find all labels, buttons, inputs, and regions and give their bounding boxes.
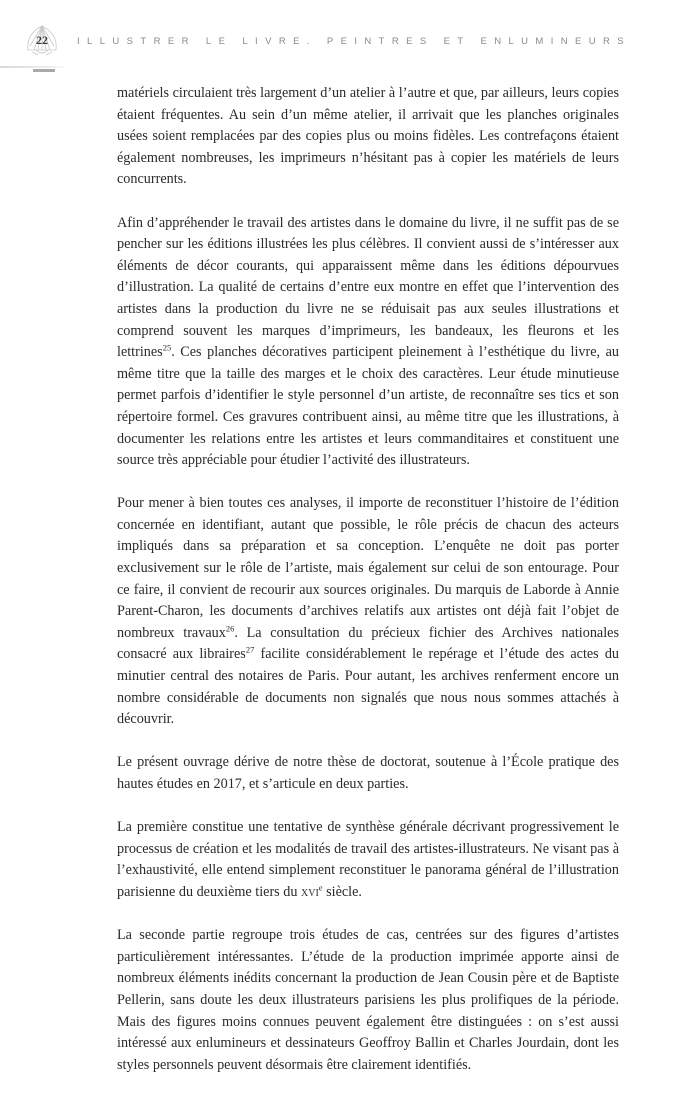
paragraph-text: La première constitue une tentative de synthèse générale décrivant progressivement le processus de création et les modalités de travail des artistes-illustrateurs. Ne visant pas à l’exhaustivité, elle entend simplement reconstituer le panorama général de l’illustration parisienne du deuxième tiers du [117, 819, 619, 900]
page-number: 22 [36, 33, 48, 47]
paragraph-4 [117, 752, 619, 795]
paragraph-2 [117, 213, 619, 472]
paragraph-text: Le présent ouvrage dérive de notre thèse de doctorat, soutenue à l’École pratique des hautes études en 2017, et s’articule en deux parties. [117, 754, 619, 792]
ordinal-suffix: e [318, 882, 323, 893]
running-head [0, 18, 700, 68]
header-rule [0, 66, 70, 68]
paragraph-3 [117, 493, 619, 731]
century-numeral: xvi [301, 883, 319, 900]
paragraph-text: . La consultation du précieux fichier des Archives nationales consacré aux libraires [117, 624, 619, 663]
paragraph-text: La seconde partie regroupe trois études de cas, centrées sur des figures d’artistes particulièrement intéressantes. L’étude de la production imprimée apporte ainsi de nombreux éléments inédits concernant la production de Jean Cousin père et de Baptiste Pellerin, sans doute les deux illustrateurs parisiens les plus prolifiques de la période. Mais des figures moins connues peuvent également être distinguées : on s’est aussi intéressé aux enlumineurs et dessinateurs Geoffroy Ballin et Charles Jourdain, dont les styles personnels peuvent désormais être clairement identifiés. [117, 927, 619, 1073]
running-title: ILLUSTRER LE LIVRE. PEINTRES ET ENLUMINEURS [77, 36, 632, 47]
paragraph-text: . Ces planches décoratives participent pleinement à l’esthétique du livre, au même titre que la taille des marges et le choix des caractères. Leur étude minutieuse permet parfois d’identifier le style personnel d’un artiste, de reconnaître ses tics et son répertoire formel. Ces gravures contribuent ainsi, au même titre que les illustrations, à documenter les relations entre les artistes et leurs commanditaires et constituent une source très appréciable pour étudier l’activité des illustrateurs. [117, 344, 619, 469]
paragraph-6 [117, 925, 619, 1076]
header-rule-accent [33, 69, 55, 72]
paragraph-5 [117, 817, 619, 903]
paragraph-text: matériels circulaient très largement d’un atelier à l’autre et que, par ailleurs, leurs copies étaient fréquentes. Au sein d’un même atelier, il arrivait que les planches originales usées soient remplacées par des copies plus ou moins fidèles. Les contrefaçons étaient également nombreuses, les imprimeurs n’hésitant pas à copier les matériels de leurs concurrents. [117, 85, 619, 188]
paragraph-text: Pour mener à bien toutes ces analyses, il importe de reconstituer l’histoire de l’édition concernée en identifiant, autant que possible, le rôle précis de chacun des acteurs impliqués dans sa préparation et sa conception. L’enquête ne doit pas porter exclusivement sur le rôle de l’artiste, mais également sur celui de son entourage. Pour ce faire, il convient de recourir aux sources originales. Du marquis de Laborde à Annie Parent-Charon, les documents d’archives relatifs aux artistes ont déjà fait l’objet de nombreux travaux [117, 495, 619, 641]
footnote-ref-25[interactable]: 25 [162, 342, 172, 353]
body-text [117, 83, 619, 1098]
paragraph-text: siècle. [322, 883, 362, 900]
paragraph-text: facilite considérablement le repérage et l’étude des actes du minutier central des notaires de Paris. Pour autant, les archives renferment encore un nombre considérable de documents non signalés que nous nous sommes attachés à découvrir. [117, 646, 620, 728]
footnote-ref-26[interactable]: 26 [225, 623, 235, 634]
paragraph-text: Afin d’appréhender le travail des artistes dans le domaine du livre, il ne suffit pas de se pencher sur les éditions illustrées les plus célèbres. Il convient aussi de s’intéresser aux éléments de décor courants, qui apparaissent même dans les éditions dépourvues d’illustration. La qualité de certains d’entre eux montre en effet que l’intervention des artistes dans la production du livre ne se réduisait pas aux seules illustrations et comprend souvent les marques d’imprimeurs, les bandeaux, les fleurons et les lettrines [117, 214, 619, 361]
paragraph-1 [117, 83, 619, 191]
footnote-ref-27[interactable]: 27 [245, 644, 255, 655]
